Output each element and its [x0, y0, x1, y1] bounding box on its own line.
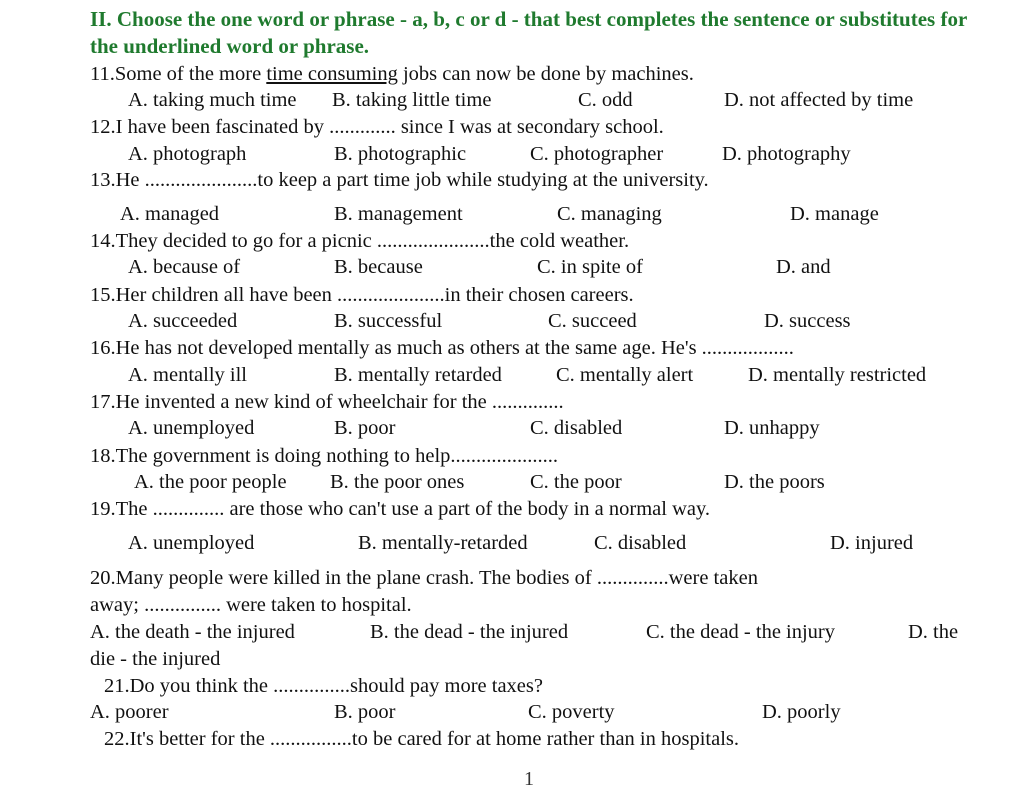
q11-option-b[interactable]: B. taking little time	[332, 89, 492, 111]
q20-option-c[interactable]: C. the dead - the injury	[646, 621, 836, 643]
question-21: 21.Do you think the ...............should pay more taxes?	[104, 675, 543, 697]
question-19: 19.The .............. are those who can't use a part of the body in a normal way.	[90, 498, 711, 520]
q14-option-d[interactable]: D. and	[776, 256, 831, 278]
q21-option-b[interactable]: B. poor	[334, 701, 396, 723]
question-20-line-2: away; ............... were taken to hospital.	[90, 594, 412, 616]
question-20-line-1: 20.Many people were killed in the plane crash. The bodies of ..............were taken	[90, 567, 758, 589]
question-22: 22.It's better for the ................to be cared for at home rather than in hospitals.	[104, 728, 740, 750]
q21-option-d[interactable]: D. poorly	[762, 701, 841, 723]
q17-option-c[interactable]: C. disabled	[530, 417, 623, 439]
q19-option-b[interactable]: B. mentally-retarded	[358, 532, 528, 554]
q11-option-c[interactable]: C. odd	[578, 89, 633, 111]
q13-option-a[interactable]: A. managed	[120, 203, 220, 225]
q18-option-a[interactable]: A. the poor people	[134, 471, 287, 493]
q13-option-c[interactable]: C. managing	[557, 203, 662, 225]
q19-option-d[interactable]: D. injured	[830, 532, 914, 554]
question-11-text-post: jobs can now be done by machines.	[397, 63, 694, 85]
q14-option-c[interactable]: C. in spite of	[537, 256, 643, 278]
q12-option-b[interactable]: B. photographic	[334, 143, 467, 165]
q18-option-b[interactable]: B. the poor ones	[330, 471, 465, 493]
q20-option-a[interactable]: A. the death - the injured	[90, 621, 295, 643]
q21-option-c[interactable]: C. poverty	[528, 701, 615, 723]
q17-option-b[interactable]: B. poor	[334, 417, 396, 439]
q19-option-a[interactable]: A. unemployed	[128, 532, 255, 554]
q20-option-d-continuation[interactable]: die - the injured	[90, 648, 221, 670]
q15-option-c[interactable]: C. succeed	[548, 310, 637, 332]
q12-option-c[interactable]: C. photographer	[530, 143, 664, 165]
q11-option-a[interactable]: A. taking much time	[128, 89, 297, 111]
question-16: 16.He has not developed mentally as much as others at the same age. He's ..................	[90, 337, 794, 359]
q17-option-d[interactable]: D. unhappy	[724, 417, 820, 439]
question-17: 17.He invented a new kind of wheelchair for the ..............	[90, 391, 564, 413]
question-18: 18.The government is doing nothing to help.....................	[90, 445, 559, 467]
question-13: 13.He ......................to keep a part time job while studying at the university.	[90, 169, 709, 191]
question-15: 15.Her children all have been .....................in their chosen careers.	[90, 284, 634, 306]
q11-option-d[interactable]: D. not affected by time	[724, 89, 914, 111]
q18-option-c[interactable]: C. the poor	[530, 471, 622, 493]
q14-option-b[interactable]: B. because	[334, 256, 423, 278]
q13-option-b[interactable]: B. management	[334, 203, 463, 225]
question-11	[90, 61, 694, 87]
q16-option-a[interactable]: A. mentally ill	[128, 364, 247, 386]
q17-option-a[interactable]: A. unemployed	[128, 417, 255, 439]
q15-option-a[interactable]: A. succeeded	[128, 310, 238, 332]
section-heading: II. Choose the one word or phrase - a, b, c or d - that best completes the sentence or substitutes for the underlined word or phrase.	[90, 7, 967, 58]
q14-option-a[interactable]: A. because of	[128, 256, 241, 278]
q16-option-d[interactable]: D. mentally restricted	[748, 364, 927, 386]
q19-option-c[interactable]: C. disabled	[594, 532, 687, 554]
q16-option-b[interactable]: B. mentally retarded	[334, 364, 502, 386]
q21-option-a[interactable]: A. poorer	[90, 701, 169, 723]
question-11-text-pre: 11.Some of the more	[90, 63, 267, 85]
question-12: 12.I have been fascinated by ............. since I was at secondary school.	[90, 116, 664, 138]
q18-option-d[interactable]: D. the poors	[724, 471, 825, 493]
q15-option-b[interactable]: B. successful	[334, 310, 443, 332]
q20-option-d[interactable]: D. the	[908, 621, 959, 643]
page-number: 1	[524, 768, 534, 790]
q15-option-d[interactable]: D. success	[764, 310, 851, 332]
q12-option-d[interactable]: D. photography	[722, 143, 851, 165]
q13-option-d[interactable]: D. manage	[790, 203, 879, 225]
q20-option-b[interactable]: B. the dead - the injured	[370, 621, 569, 643]
question-14: 14.They decided to go for a picnic ......................the cold weather.	[90, 230, 630, 252]
q12-option-a[interactable]: A. photograph	[128, 143, 247, 165]
question-11-underlined: time consuming	[266, 63, 398, 85]
q16-option-c[interactable]: C. mentally alert	[556, 364, 694, 386]
